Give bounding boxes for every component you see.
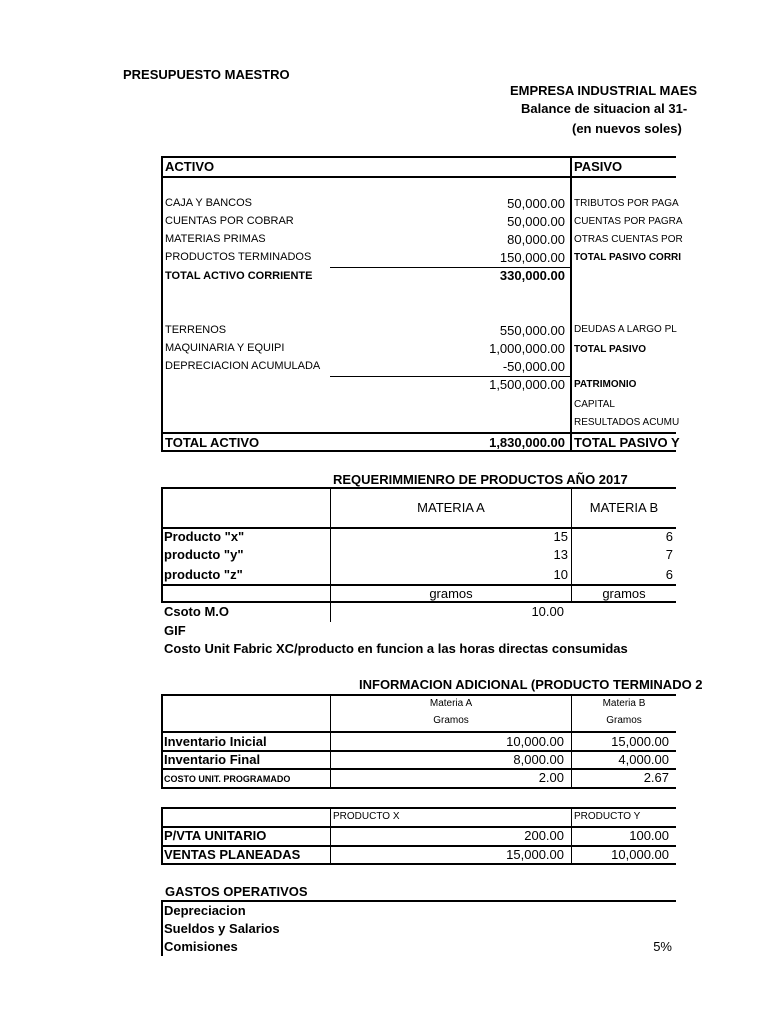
info-col-b-bottom: Gramos [606,715,642,726]
materia-b-header: MATERIA B [589,500,659,515]
activo-fijo-subtotal: 1,500,000.00 [489,377,565,392]
info-col-a-bottom: Gramos [433,715,469,726]
capital-label: CAPITAL [574,399,615,410]
total-pasivo-label: TOTAL PASIVO [574,344,647,355]
costo-mo-value: 10.00 [531,604,564,619]
info-col-a-top: Materia A [429,698,473,709]
currency-note: (en nuevos soles) [572,121,682,136]
total-pasivo-corriente-label: TOTAL PASIVO CORRI [574,252,682,263]
info-row-b: 4,000.00 [618,752,669,767]
gasto-item: Sueldos y Salarios [164,921,280,936]
info-adicional-title: INFORMACION ADICIONAL (PRODUCTO TERMINADO 2 [359,677,703,692]
activo-header: ACTIVO [165,159,215,174]
balance-subtitle: Balance de situacion al 31- [521,101,688,116]
materia-a-qty: 10 [553,567,568,582]
activo-value: 80,000.00 [507,232,565,247]
pasivo-header: PASIVO [574,159,623,174]
patrimonio-label: PATRIMONIO [574,379,637,390]
comisiones-value: 5% [653,939,672,954]
info-row-a: 10,000.00 [506,734,564,749]
materia-a-qty: 15 [553,529,568,544]
total-activo-label: TOTAL ACTIVO [165,435,260,450]
ventas-row-label: VENTAS PLANEADAS [164,847,301,862]
gif-label: GIF [164,623,186,638]
activo-value: 150,000.00 [499,250,565,265]
info-row-b: 15,000.00 [611,734,669,749]
activo-label: MATERIAS PRIMAS [165,233,266,245]
total-pasivo-y-label: TOTAL PASIVO Y [574,435,680,450]
ventas-row-y: 100.00 [629,828,669,843]
gasto-item: Comisiones [164,939,238,954]
activo-label: PRODUCTOS TERMINADOS [165,251,312,263]
info-row-a: 8,000.00 [513,752,564,767]
activo-label: CUENTAS POR COBRAR [165,215,294,227]
materia-b-qty: 7 [665,547,673,562]
info-row-label: COSTO UNIT. PROGRAMADO [164,774,291,784]
materia-a-header: MATERIA A [417,500,485,515]
unit-b: gramos [602,586,646,601]
producto-x-header: PRODUCTO X [333,811,400,822]
materia-b-qty: 6 [665,567,673,582]
activo-label: CAJA Y BANCOS [165,197,253,209]
activo-fijo-label: MAQUINARIA Y EQUIPI [165,342,285,354]
info-row-b: 2.67 [643,770,669,785]
producto-label: producto "y" [164,547,244,562]
pasivo-label: CUENTAS POR PAGRA [574,216,683,227]
resultados-label: RESULTADOS ACUMU [574,417,680,428]
info-row-label: Inventario Final [164,752,261,767]
total-activo-corriente-label: TOTAL ACTIVO CORRIENTE [165,270,313,282]
total-activo-corriente-value: 330,000.00 [499,268,565,283]
ventas-row-y: 10,000.00 [611,847,669,862]
info-row-a: 2.00 [538,770,564,785]
activo-fijo-value: -50,000.00 [502,359,565,374]
producto-y-header: PRODUCTO Y [574,811,641,822]
activo-value: 50,000.00 [507,214,565,229]
costo-mo-label: Csoto M.O [164,604,229,619]
activo-fijo-value: 1,000,000.00 [489,341,565,356]
producto-label: Producto "x" [164,529,245,544]
requerimiento-title: REQUERIMMIENRO DE PRODUCTOS AÑO 2017 [333,472,628,487]
materia-a-qty: 13 [553,547,568,562]
materia-b-qty: 6 [665,529,673,544]
ventas-row-x: 15,000.00 [506,847,564,862]
pasivo-label: OTRAS CUENTAS POR [574,234,683,245]
gasto-item: Depreciacion [164,903,246,918]
activo-value: 50,000.00 [507,196,565,211]
activo-fijo-value: 550,000.00 [499,323,565,338]
ventas-row-label: P/VTA UNITARIO [164,828,267,843]
unit-a: gramos [429,586,473,601]
gastos-title: GASTOS OPERATIVOS [165,884,308,899]
company-name: EMPRESA INDUSTRIAL MAES [510,83,698,98]
ventas-row-x: 200.00 [524,828,564,843]
info-row-label: Inventario Inicial [164,734,267,749]
page-title: PRESUPUESTO MAESTRO [123,67,290,82]
total-activo-value: 1,830,000.00 [489,435,565,450]
info-col-b-top: Materia B [602,698,646,709]
producto-label: producto "z" [164,567,243,582]
activo-fijo-label: TERRENOS [165,324,227,336]
deudas-largo-plazo-label: DEUDAS A LARGO PL [574,324,677,335]
activo-fijo-label: DEPRECIACION ACUMULADA [165,360,321,372]
costo-unit-note: Costo Unit Fabric XC/producto en funcion a las horas directas consumidas [164,641,628,656]
pasivo-label: TRIBUTOS POR PAGA [574,198,679,209]
